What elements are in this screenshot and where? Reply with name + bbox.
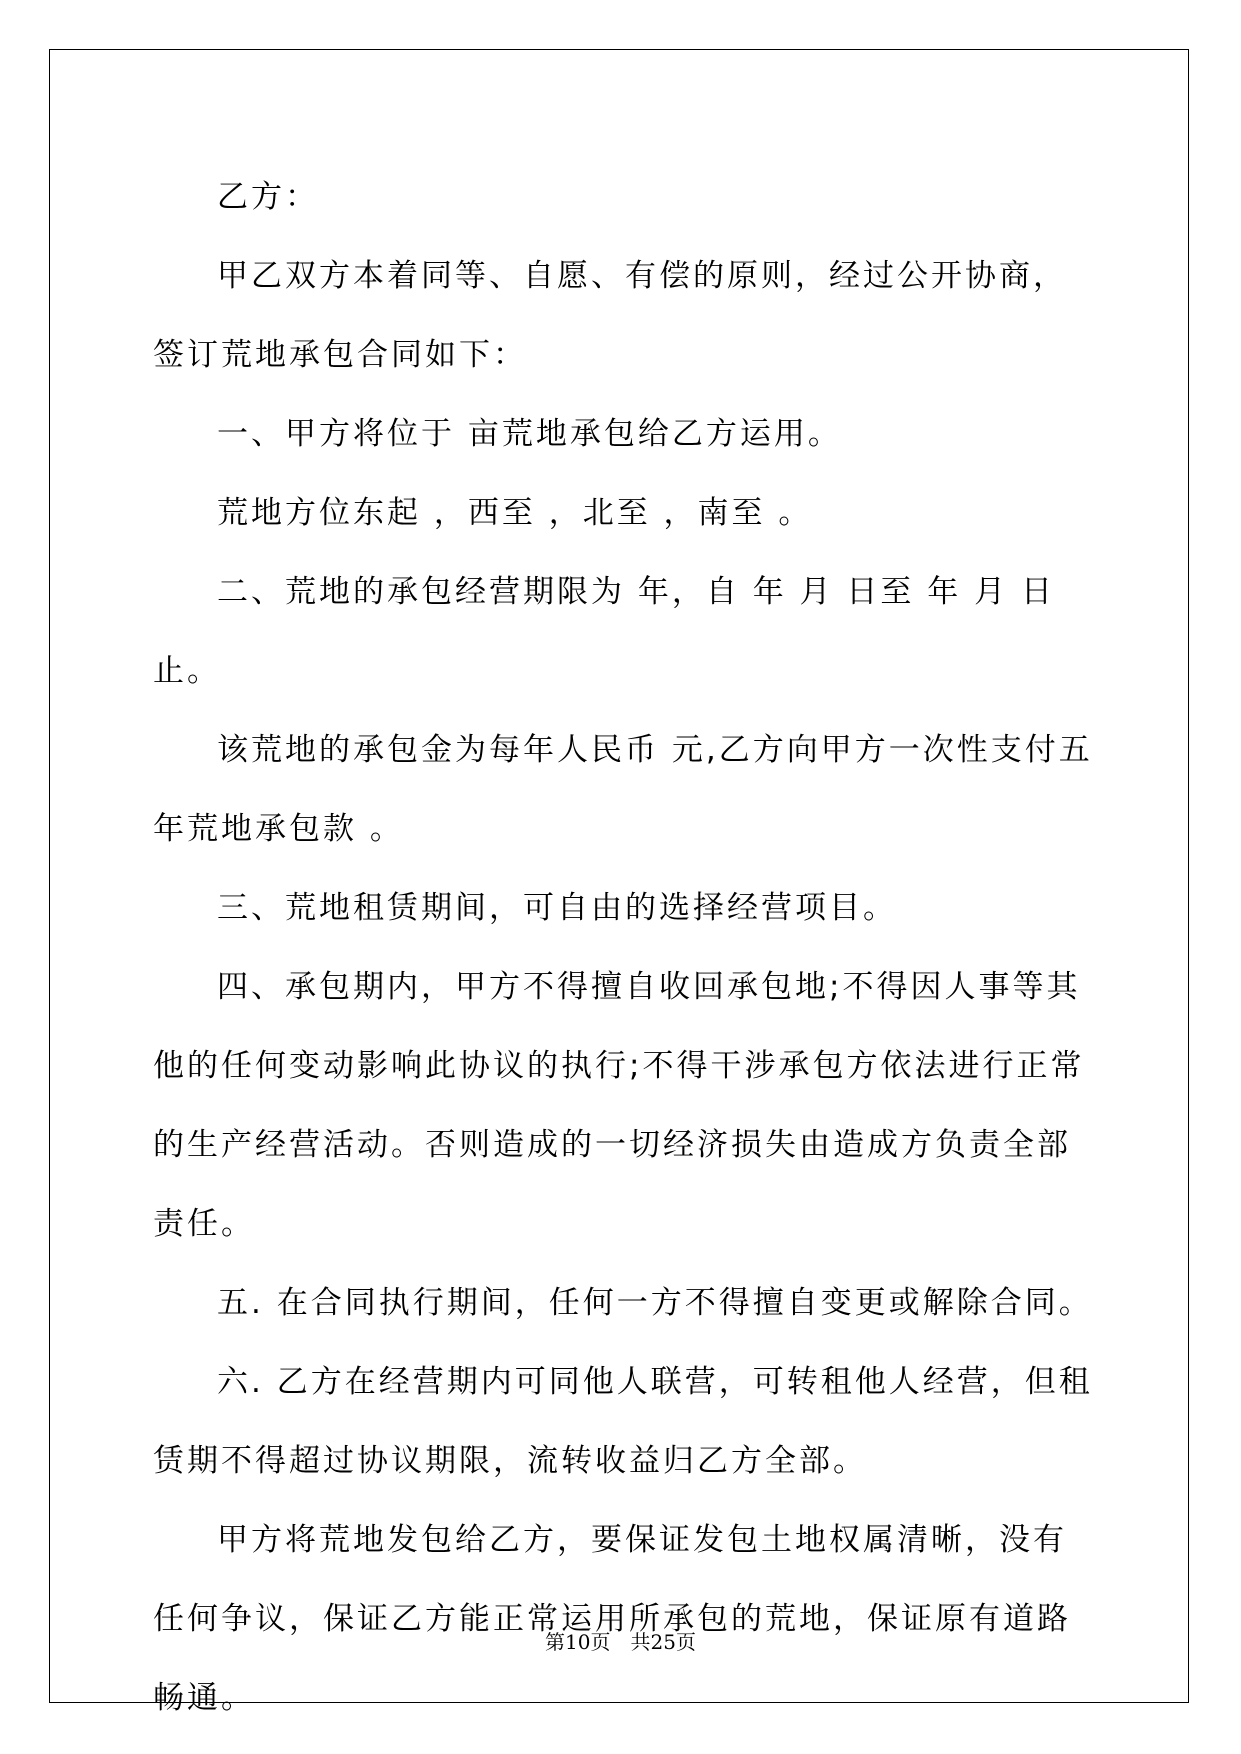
paragraph-payment: 该荒地的承包金为每年人民币 元,乙方向甲方一次性支付五年荒地承包款 。: [153, 732, 1093, 847]
paragraph-party-b: 乙方：: [217, 179, 319, 215]
paragraph-clause-2: 二、荒地的承包经营期限为 年，自 年 月 日至 年 月 日止。: [153, 574, 1055, 689]
paragraph-clause-6: 六. 乙方在经营期内可同他人联营，可转租他人经营，但租赁期不得超过协议期限，流转收益归乙方全部。: [153, 1364, 1093, 1479]
paragraph-clause-1: 一、甲方将位于 亩荒地承包给乙方运用。: [217, 416, 842, 452]
paragraph-party-a-duties: 甲方将荒地发包给乙方，要保证发包土地权属清晰，没有任何争议，保证乙方能正常运用所承包的荒地，保证原有道路畅通。: [153, 1522, 1071, 1716]
paragraph-clause-4: 四、承包期内，甲方不得擅自收回承包地;不得因人事等其他的任何变动影响此协议的执行;不得干涉承包方依法进行正常的生产经营活动。否则造成的一切经济损失由造成方负责全部责任。: [153, 969, 1085, 1242]
paragraph-clause-3: 三、荒地租赁期间，可自由的选择经营项目。: [217, 890, 897, 926]
paragraph-clause-5: 五. 在合同执行期间，任何一方不得擅自变更或解除合同。: [217, 1285, 1093, 1321]
paragraph-preamble: 甲乙双方本着同等、自愿、有偿的原则，经过公开协商，签订荒地承包合同如下：: [153, 258, 1067, 373]
paragraph-boundaries: 荒地方位东起 ，西至 ，北至 ，南至 。: [217, 495, 813, 531]
page-number-footer: 第10页 共25页: [545, 1630, 696, 1654]
document-body: [153, 158, 1093, 1738]
